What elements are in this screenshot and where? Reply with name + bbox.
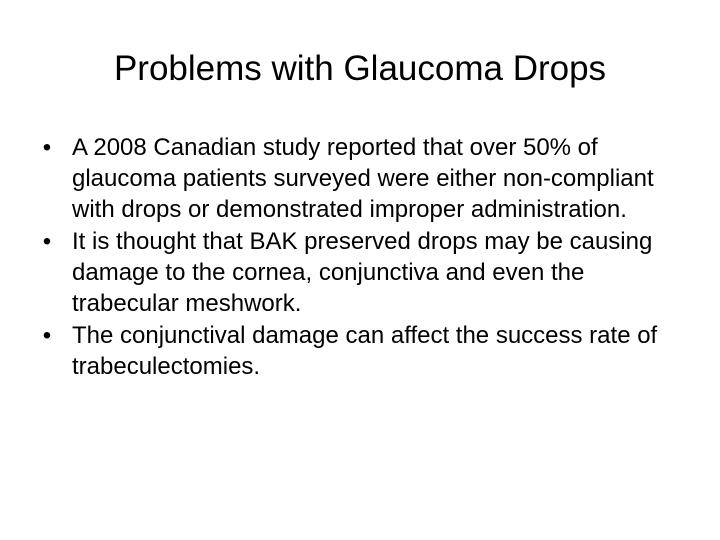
slide-title: Problems with Glaucoma Drops [113,49,607,88]
bullet-item-conjunctival [36,320,696,382]
bullet-item-study [36,132,696,225]
bullet-icon: • [42,322,52,349]
bullet-text: A 2008 Canadian study reported that over 50% of glaucoma patients surveyed were either non-compliant with drops or demonstrated improper administration. [72,134,654,223]
bullet-text: The conjunctival damage can affect the success rate of trabeculectomies. [72,322,658,380]
bullet-item-bak [36,226,696,319]
bullet-icon: • [42,134,52,161]
bullet-icon: • [42,228,52,255]
bullet-list [36,132,696,383]
bullet-text: It is thought that BAK preserved drops may be causing damage to the cornea, conjunctiva and even the trabecular meshwork. [72,228,653,317]
